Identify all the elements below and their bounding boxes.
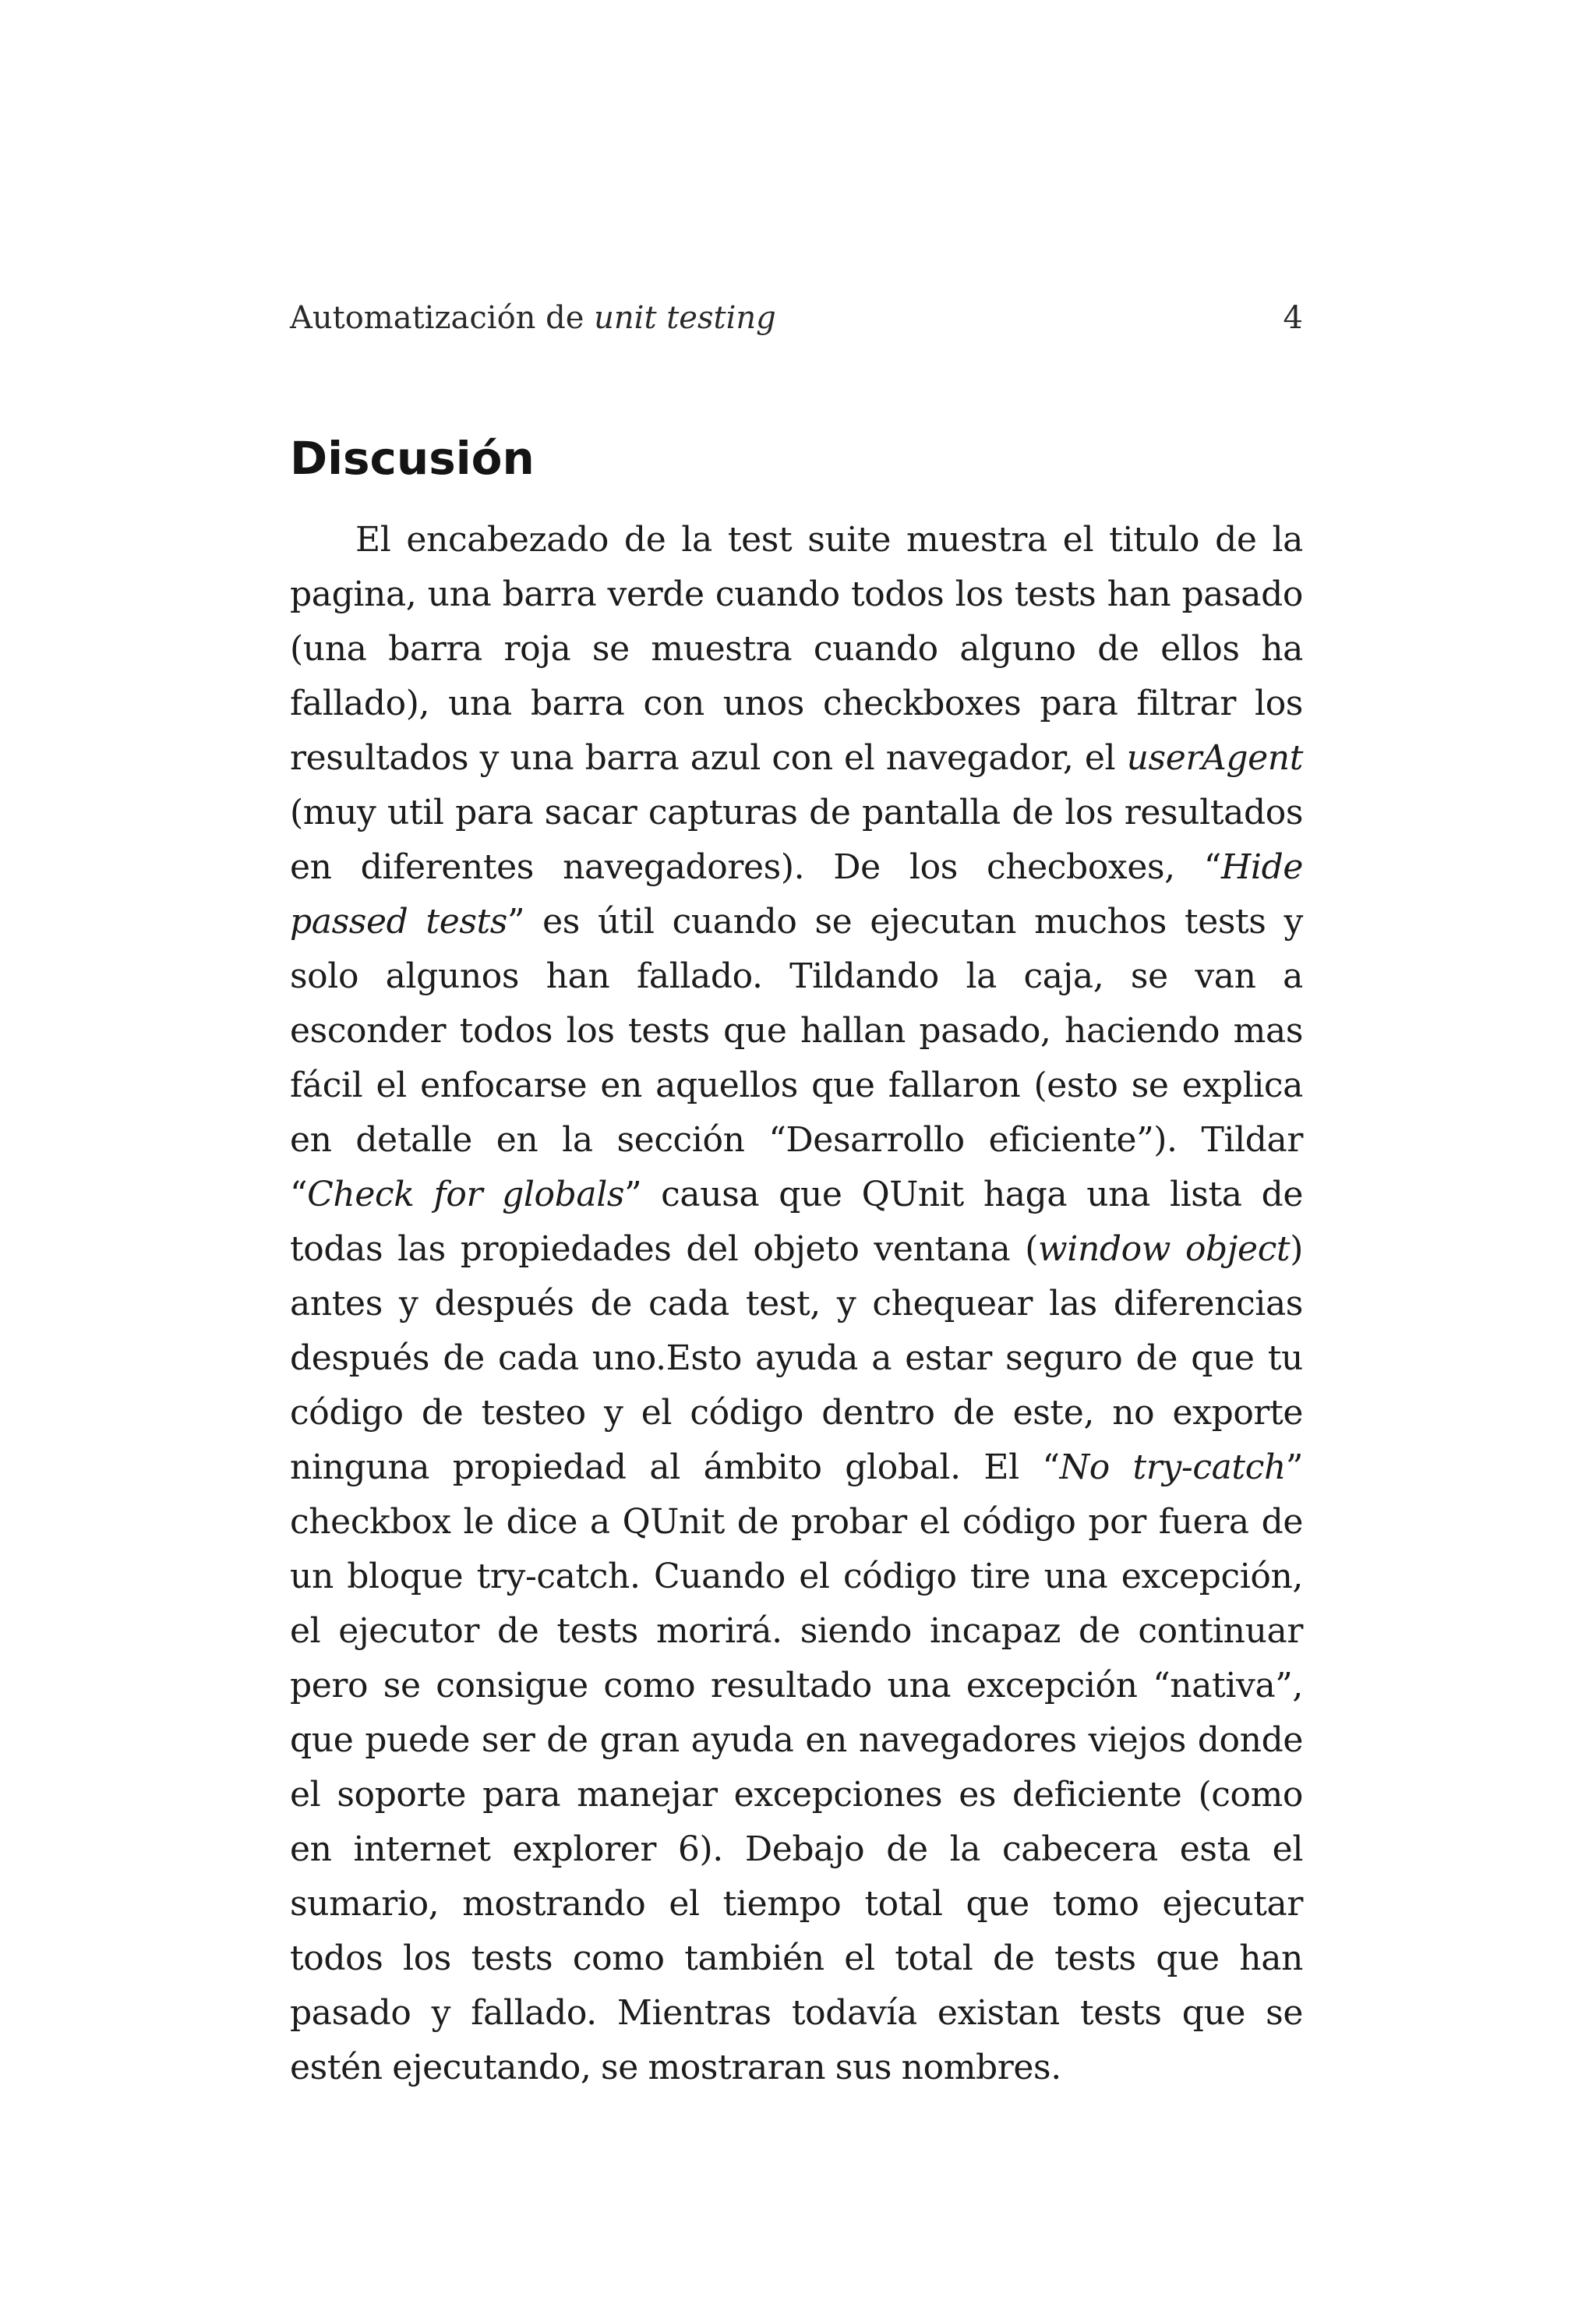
paragraph-text-2: (muy util para sacar capturas de pantalla de los resultados en diferentes navegadores). De los checboxes, “ — [290, 793, 1303, 887]
paragraph-text-6: ” checkbox le dice a QUnit de probar el código por fuera de un bloque try-catch. Cuando el código tire una excepción, el ejecutor de tests morirá. siendo incapaz de continuar pero se consigue como resultado una excepción “nativa”, que puede ser de gran ayuda en navegadores viejos donde el soporte para manejar excepciones es deficiente (como en internet explorer 6). Debajo de la cabecera esta el sumario, mostrando el tiempo total que tomo ejecutar todos los tests como también el total de tests que han pasado y fallado. Mientras todavía existan tests que se estén ejecutando, se mostraran sus nombres. — [290, 1447, 1303, 2087]
paragraph-emphasis-check-globals: Check for globals — [307, 1175, 625, 1214]
running-header-title — [290, 295, 776, 341]
paragraph-emphasis-hide-passed: Hide passed tests — [290, 847, 1303, 942]
running-header-title-emphasis: unit testing — [594, 300, 776, 336]
paragraph-emphasis-no-try-catch: No try-catch — [1059, 1447, 1286, 1487]
paragraph-text-3: ” es útil cuando se ejecutan muchos tests y solo algunos han fallado. Tildando la caja, se van a esconder todos los tests que hallan pasado, haciendo mas fácil el enfocarse en aquellos que fallaron (esto se explica en detalle en la sección “Desarrollo eficiente”). Tildar “ — [290, 902, 1303, 1214]
paragraph-text-1: El encabezado de la test suite muestra el titulo de la pagina, una barra verde cuando todos los tests han pasado (una barra roja se muestra cuando alguno de ellos ha fallado), una barra con unos checkboxes para filtrar los resultados y una barra azul con el navegador, el — [290, 520, 1303, 778]
running-header-title-prefix: Automatización de — [290, 300, 595, 336]
body-paragraph — [290, 513, 1303, 2095]
paragraph-text-5: ) antes y después de cada test, y chequear las diferencias después de cada uno.Esto ayuda a estar seguro de que tu código de testeo y el código dentro de este, no exporte ninguna propiedad al ámbito global. El “ — [290, 1229, 1303, 1487]
running-header — [290, 295, 1303, 341]
page-number: 4 — [1283, 300, 1303, 336]
paragraph-emphasis-window-object: window object — [1038, 1229, 1291, 1269]
section-heading: Discusión — [290, 432, 535, 485]
paragraph-emphasis-useragent: userAgent — [1126, 738, 1303, 778]
paragraph-text-4: ” causa que QUnit haga una lista de todas las propiedades del objeto ventana ( — [290, 1175, 1304, 1269]
